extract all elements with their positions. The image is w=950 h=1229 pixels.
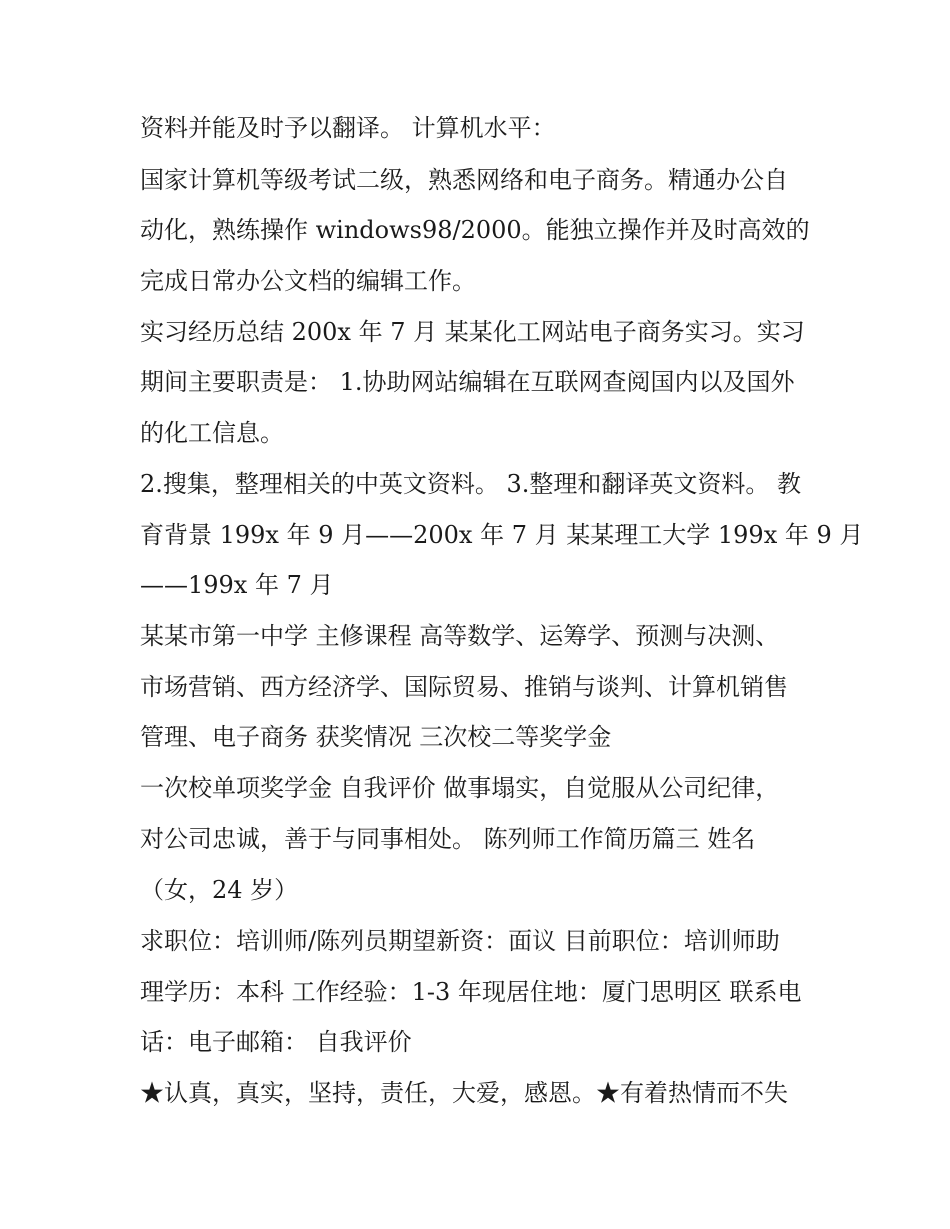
text-line: （女，24 岁） bbox=[140, 876, 299, 904]
text-line: 动化，熟练操作 windows98/2000。能独立操作并及时高效的 bbox=[140, 216, 810, 244]
text-line: 市场营销、西方经济学、国际贸易、推销与谈判、计算机销售 bbox=[140, 673, 788, 701]
text-line: 理学历：本科 工作经验：1-3 年现居住地：厦门思明区 联系电 bbox=[140, 978, 802, 1006]
text-line: 2.搜集，整理相关的中英文资料。 3.整理和翻译英文资料。 教 bbox=[140, 470, 802, 498]
text-line: 求职位：培训师/陈列员期望新资：面议 目前职位：培训师助 bbox=[140, 927, 780, 955]
text-line: 国家计算机等级考试二级，熟悉网络和电子商务。精通办公自 bbox=[140, 166, 788, 194]
text-line: ——199x 年 7 月 bbox=[140, 571, 334, 599]
text-line: 资料并能及时予以翻译。 计算机水平： bbox=[140, 114, 556, 142]
text-line: 一次校单项奖学金 自我评价 做事塌实，自觉服从公司纪律， bbox=[140, 774, 780, 802]
text-line: 对公司忠诚，善于与同事相处。 陈列师工作简历篇三 姓名 bbox=[140, 825, 756, 853]
text-line: 实习经历总结 200x 年 7 月 某某化工网站电子商务实习。实习 bbox=[140, 318, 805, 346]
text-line: 话：电子邮箱： 自我评价 bbox=[140, 1028, 412, 1056]
text-line: 育背景 199x 年 9 月——200x 年 7 月 某某理工大学 199x 年 9 月 bbox=[140, 521, 864, 549]
text-line: ★认真，真实，坚持，责任，大爱，感恩。★有着热情而不失 bbox=[140, 1079, 788, 1107]
text-line: 完成日常办公文档的编辑工作。 bbox=[140, 267, 476, 295]
text-line: 某某市第一中学 主修课程 高等数学、运筹学、预测与决测、 bbox=[140, 622, 780, 650]
text-line: 管理、电子商务 获奖情况 三次校二等奖学金 bbox=[140, 723, 612, 751]
text-line: 的化工信息。 bbox=[140, 419, 284, 447]
text-line: 期间主要职责是： 1.协助网站编辑在互联网查阅国内以及国外 bbox=[140, 368, 795, 396]
